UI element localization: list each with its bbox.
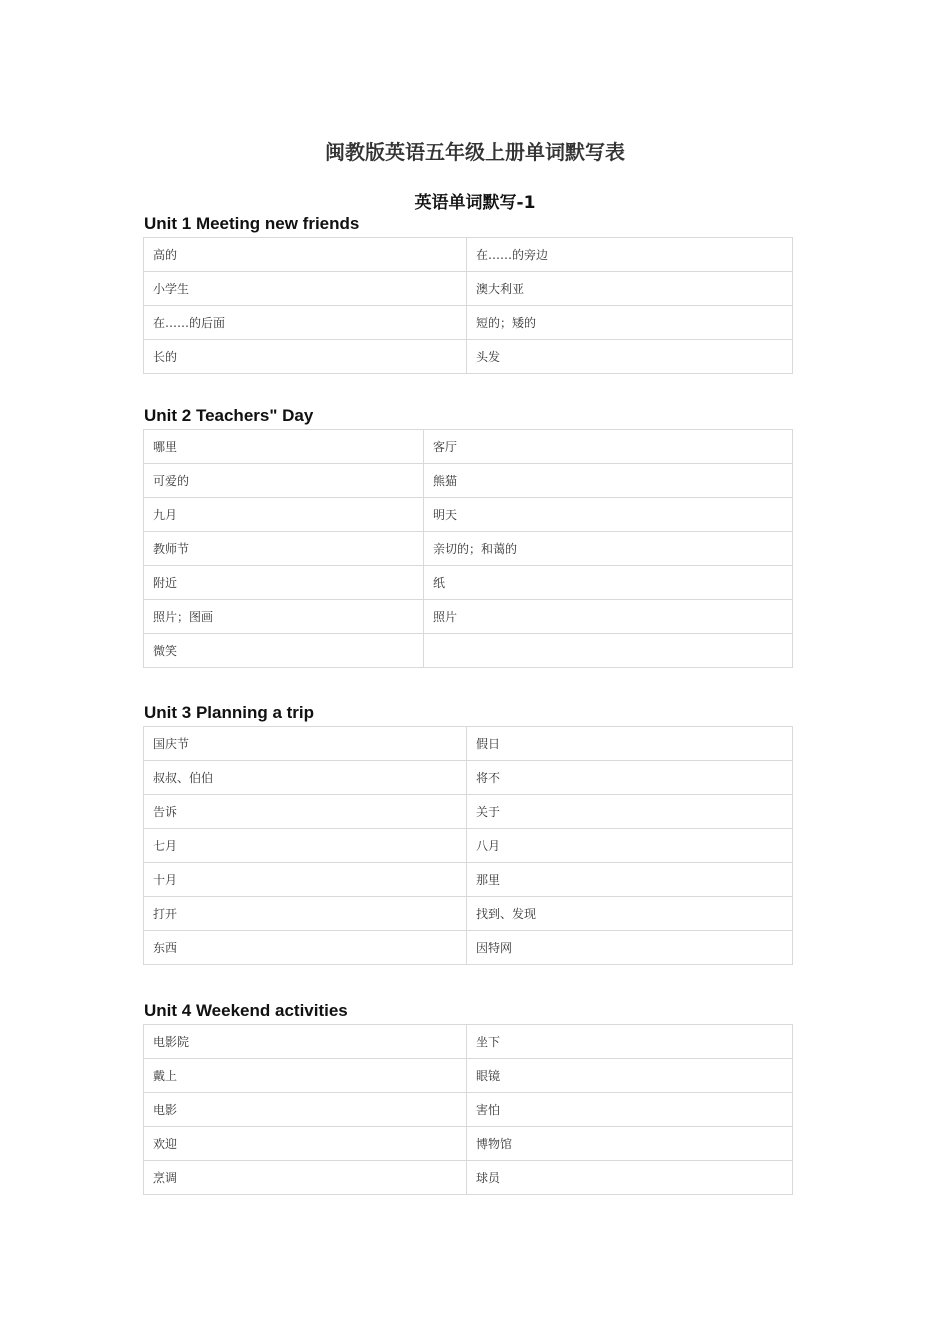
vocab-cell: 电影 xyxy=(144,1093,467,1127)
vocab-cell: 那里 xyxy=(467,863,793,897)
vocab-cell: 附近 xyxy=(144,566,424,600)
table-row xyxy=(144,931,793,965)
unit-4-heading: Unit 4 Weekend activities xyxy=(144,1001,348,1020)
vocab-cell: 七月 xyxy=(144,829,467,863)
vocab-cell: 将不 xyxy=(467,761,793,795)
table-row xyxy=(144,340,793,374)
vocab-cell: 照片；图画 xyxy=(144,600,424,634)
vocab-cell: 假日 xyxy=(467,727,793,761)
table-row xyxy=(144,464,793,498)
table-row xyxy=(144,1025,793,1059)
vocab-cell: 在……的后面 xyxy=(144,306,467,340)
table-row xyxy=(144,498,793,532)
table-row xyxy=(144,1127,793,1161)
vocab-cell: 九月 xyxy=(144,498,424,532)
table-row xyxy=(144,430,793,464)
table-row xyxy=(144,634,793,668)
vocab-cell: 欢迎 xyxy=(144,1127,467,1161)
table-row xyxy=(144,1093,793,1127)
unit-4-vocab-table xyxy=(143,1024,793,1195)
vocab-cell: 澳大利亚 xyxy=(467,272,793,306)
vocab-cell: 眼镜 xyxy=(467,1059,793,1093)
vocab-cell: 高的 xyxy=(144,238,467,272)
vocab-cell: 坐下 xyxy=(467,1025,793,1059)
vocab-cell: 熊猫 xyxy=(424,464,793,498)
unit-2-heading: Unit 2 Teachers" Day xyxy=(144,406,314,425)
worksheet-subtitle: 英语单词默写-1 xyxy=(414,193,536,213)
table-row xyxy=(144,1059,793,1093)
table-row xyxy=(144,1161,793,1195)
vocab-cell: 照片 xyxy=(424,600,793,634)
table-row xyxy=(144,532,793,566)
vocab-cell: 明天 xyxy=(424,498,793,532)
vocab-cell: 烹调 xyxy=(144,1161,467,1195)
unit-3-heading: Unit 3 Planning a trip xyxy=(144,703,315,722)
vocab-cell: 博物馆 xyxy=(467,1127,793,1161)
vocab-cell: 头发 xyxy=(467,340,793,374)
unit-1-heading: Unit 1 Meeting new friends xyxy=(144,214,360,233)
vocab-cell: 可爱的 xyxy=(144,464,424,498)
vocab-cell: 找到、发现 xyxy=(467,897,793,931)
table-row xyxy=(144,727,793,761)
table-row xyxy=(144,829,793,863)
table-row xyxy=(144,761,793,795)
vocab-cell: 电影院 xyxy=(144,1025,467,1059)
vocab-cell: 短的；矮的 xyxy=(467,306,793,340)
vocab-cell: 十月 xyxy=(144,863,467,897)
vocab-cell: 微笑 xyxy=(144,634,424,668)
vocab-cell: 小学生 xyxy=(144,272,467,306)
unit-3-vocab-table xyxy=(143,726,793,965)
vocab-cell: 在……的旁边 xyxy=(467,238,793,272)
vocab-cell: 告诉 xyxy=(144,795,467,829)
vocab-cell xyxy=(424,634,793,668)
vocab-cell: 打开 xyxy=(144,897,467,931)
table-row xyxy=(144,795,793,829)
vocab-cell: 教师节 xyxy=(144,532,424,566)
vocab-cell: 叔叔、伯伯 xyxy=(144,761,467,795)
table-row xyxy=(144,306,793,340)
table-row xyxy=(144,897,793,931)
vocab-cell: 八月 xyxy=(467,829,793,863)
table-row xyxy=(144,863,793,897)
table-row xyxy=(144,272,793,306)
table-row xyxy=(144,600,793,634)
vocab-cell: 戴上 xyxy=(144,1059,467,1093)
vocab-cell: 纸 xyxy=(424,566,793,600)
vocab-cell: 东西 xyxy=(144,931,467,965)
vocab-cell: 国庆节 xyxy=(144,727,467,761)
vocab-cell: 哪里 xyxy=(144,430,424,464)
vocab-cell: 长的 xyxy=(144,340,467,374)
unit-2-vocab-table xyxy=(143,429,793,668)
vocab-cell: 关于 xyxy=(467,795,793,829)
vocab-cell: 亲切的；和蔼的 xyxy=(424,532,793,566)
vocab-cell: 因特网 xyxy=(467,931,793,965)
vocab-cell: 害怕 xyxy=(467,1093,793,1127)
table-row xyxy=(144,566,793,600)
page-title: 闽教版英语五年级上册单词默写表 xyxy=(325,140,625,164)
vocab-cell: 客厅 xyxy=(424,430,793,464)
unit-1-vocab-table xyxy=(143,237,793,374)
table-row xyxy=(144,238,793,272)
vocab-cell: 球员 xyxy=(467,1161,793,1195)
